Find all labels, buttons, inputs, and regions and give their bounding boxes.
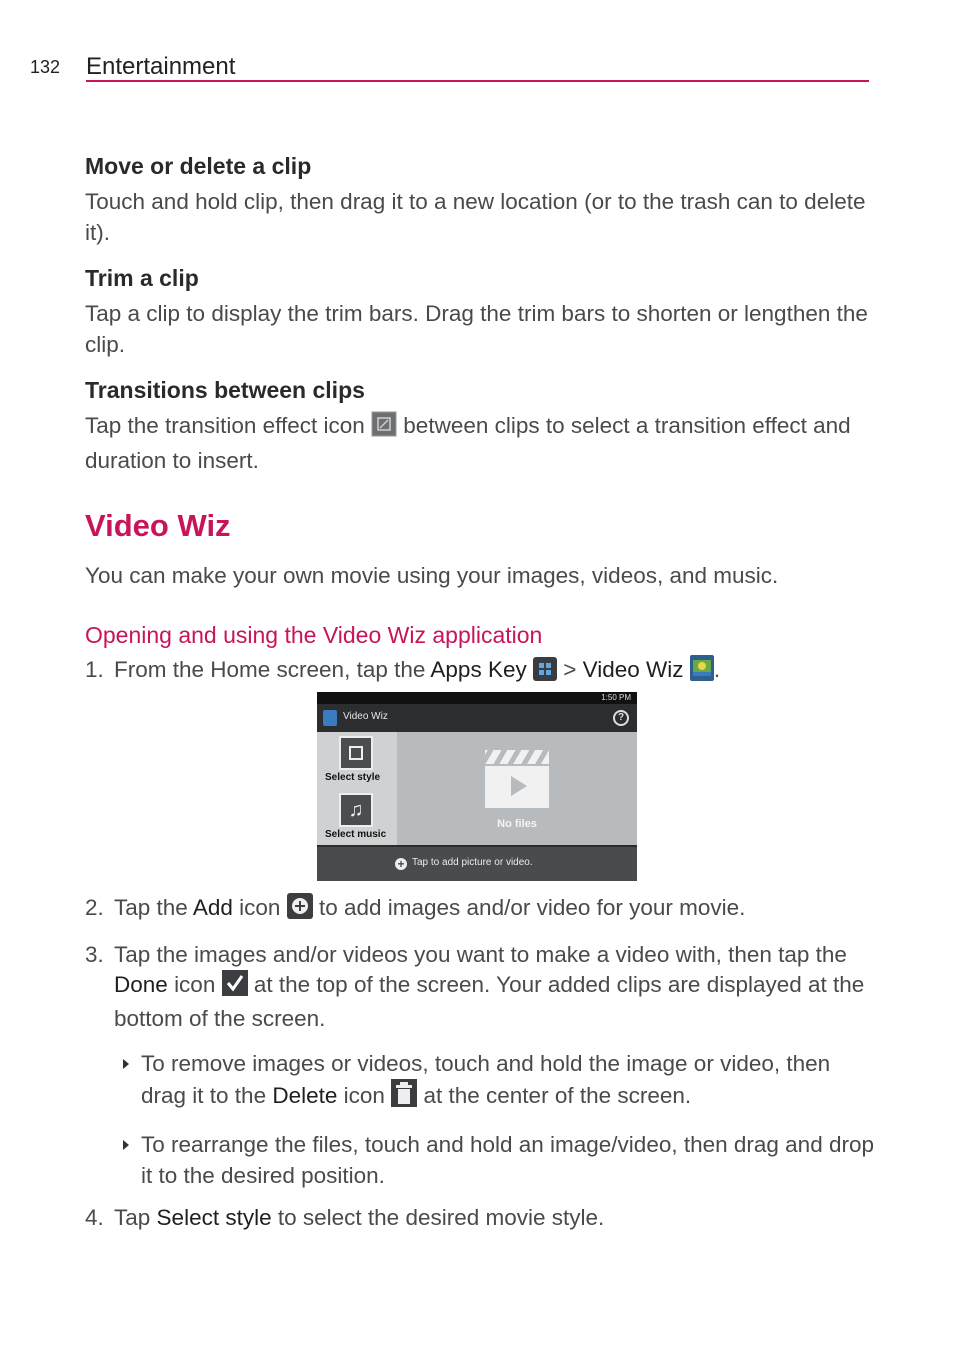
trim-clip-heading: Trim a clip (85, 265, 199, 291)
music-note-icon: ♫ (339, 793, 373, 827)
bullet-text: To rearrange the files, touch and hold an image/video, then drag and drop it to the desired position. (141, 1132, 874, 1188)
add-icon (287, 893, 313, 927)
add-media-bar[interactable] (317, 845, 637, 881)
trim-clip-body: Tap a clip to display the trim bars. Drag the trim bars to shorten or lengthen the clip. (85, 301, 868, 357)
step-text: Tap the (114, 895, 188, 920)
apps-key-icon (533, 657, 557, 689)
add-media-hint: Tap to add picture or video. (412, 857, 533, 868)
done-label: Done (114, 972, 168, 997)
step-text: icon (174, 972, 216, 997)
step-text: to select the desired movie style. (277, 1205, 605, 1230)
app-title: Video Wiz (343, 711, 388, 722)
done-icon (222, 970, 248, 1004)
step-4 (85, 1203, 875, 1233)
clapperboard-icon (485, 750, 549, 808)
step-number: 4. (85, 1205, 104, 1230)
sidebar (317, 732, 397, 845)
video-wiz-icon (690, 655, 714, 689)
step-text: icon (239, 895, 281, 920)
bullet-text: To remove images or videos, touch and hold the image or video, then drag it to the (141, 1051, 831, 1108)
bullet-remove (85, 1048, 875, 1115)
transitions-heading: Transitions between clips (85, 377, 365, 403)
step-end: . (713, 657, 721, 682)
bullet-text: at the center of the screen. (423, 1083, 692, 1108)
app-icon (323, 710, 337, 726)
preview-area (397, 732, 637, 845)
section-header: Entertainment (86, 53, 236, 80)
step-text: From the Home screen, tap the (114, 657, 426, 682)
bullet-rearrange (85, 1129, 875, 1191)
step-separator: > (563, 657, 577, 682)
no-files-label: No files (497, 818, 537, 830)
step-text: to add images and/or video for your movie. (318, 895, 746, 920)
select-style-label: Select style (156, 1205, 272, 1230)
video-wiz-subtitle: Opening and using the Video Wiz application (85, 622, 543, 648)
step-1 (85, 655, 875, 689)
delete-label: Delete (272, 1083, 338, 1108)
bullet-arrow-icon (123, 1140, 129, 1150)
step-2 (85, 893, 875, 927)
help-icon[interactable]: ? (613, 710, 629, 726)
transitions-text-before: Tap the transition effect icon (85, 413, 365, 438)
select-style-icon (339, 736, 373, 770)
step-3 (85, 940, 875, 1034)
move-clip-heading: Move or delete a clip (85, 153, 312, 179)
add-label: Add (192, 895, 233, 920)
add-icon: + (395, 858, 407, 870)
page-number: 132 (30, 57, 61, 77)
video-wiz-intro: You can make your own movie using your images, videos, and music. (85, 563, 779, 588)
page-content (85, 150, 875, 1233)
step-text: Tap (114, 1205, 151, 1230)
step-number: 2. (85, 895, 104, 920)
delete-icon (391, 1079, 417, 1115)
select-music-label: Select music (325, 829, 387, 840)
select-style-label: Select style (325, 772, 381, 783)
transitions-section (85, 374, 875, 476)
bullet-text: icon (343, 1083, 385, 1108)
apps-key-label: Apps Key (430, 657, 527, 682)
video-wiz-label: Video Wiz (582, 657, 684, 682)
video-wiz-title: Video Wiz (85, 508, 231, 543)
step-number: 1. (85, 657, 104, 682)
app-titlebar (317, 704, 637, 732)
move-clip-body: Touch and hold clip, then drag it to a new location (or to the trash can to delete it). (85, 189, 866, 245)
status-time: 1:50 PM (317, 692, 637, 704)
move-clip-section (85, 150, 875, 248)
step-text: at the top of the screen. Your added clips are displayed at the bottom of the screen. (114, 972, 865, 1031)
bullet-arrow-icon (123, 1059, 129, 1069)
step-text: Tap the images and/or videos you want to make a video with, then tap the (114, 942, 847, 967)
transitions-body (85, 410, 875, 476)
select-style-button[interactable] (317, 732, 397, 788)
trim-clip-section (85, 262, 875, 360)
transition-effect-icon (371, 411, 397, 445)
select-music-button[interactable] (317, 789, 397, 845)
transitions-text-after: between clips to select a transition effect and duration to insert. (85, 413, 851, 473)
step-number: 3. (85, 942, 104, 967)
header-rule (86, 80, 869, 82)
video-wiz-screenshot (317, 692, 637, 881)
